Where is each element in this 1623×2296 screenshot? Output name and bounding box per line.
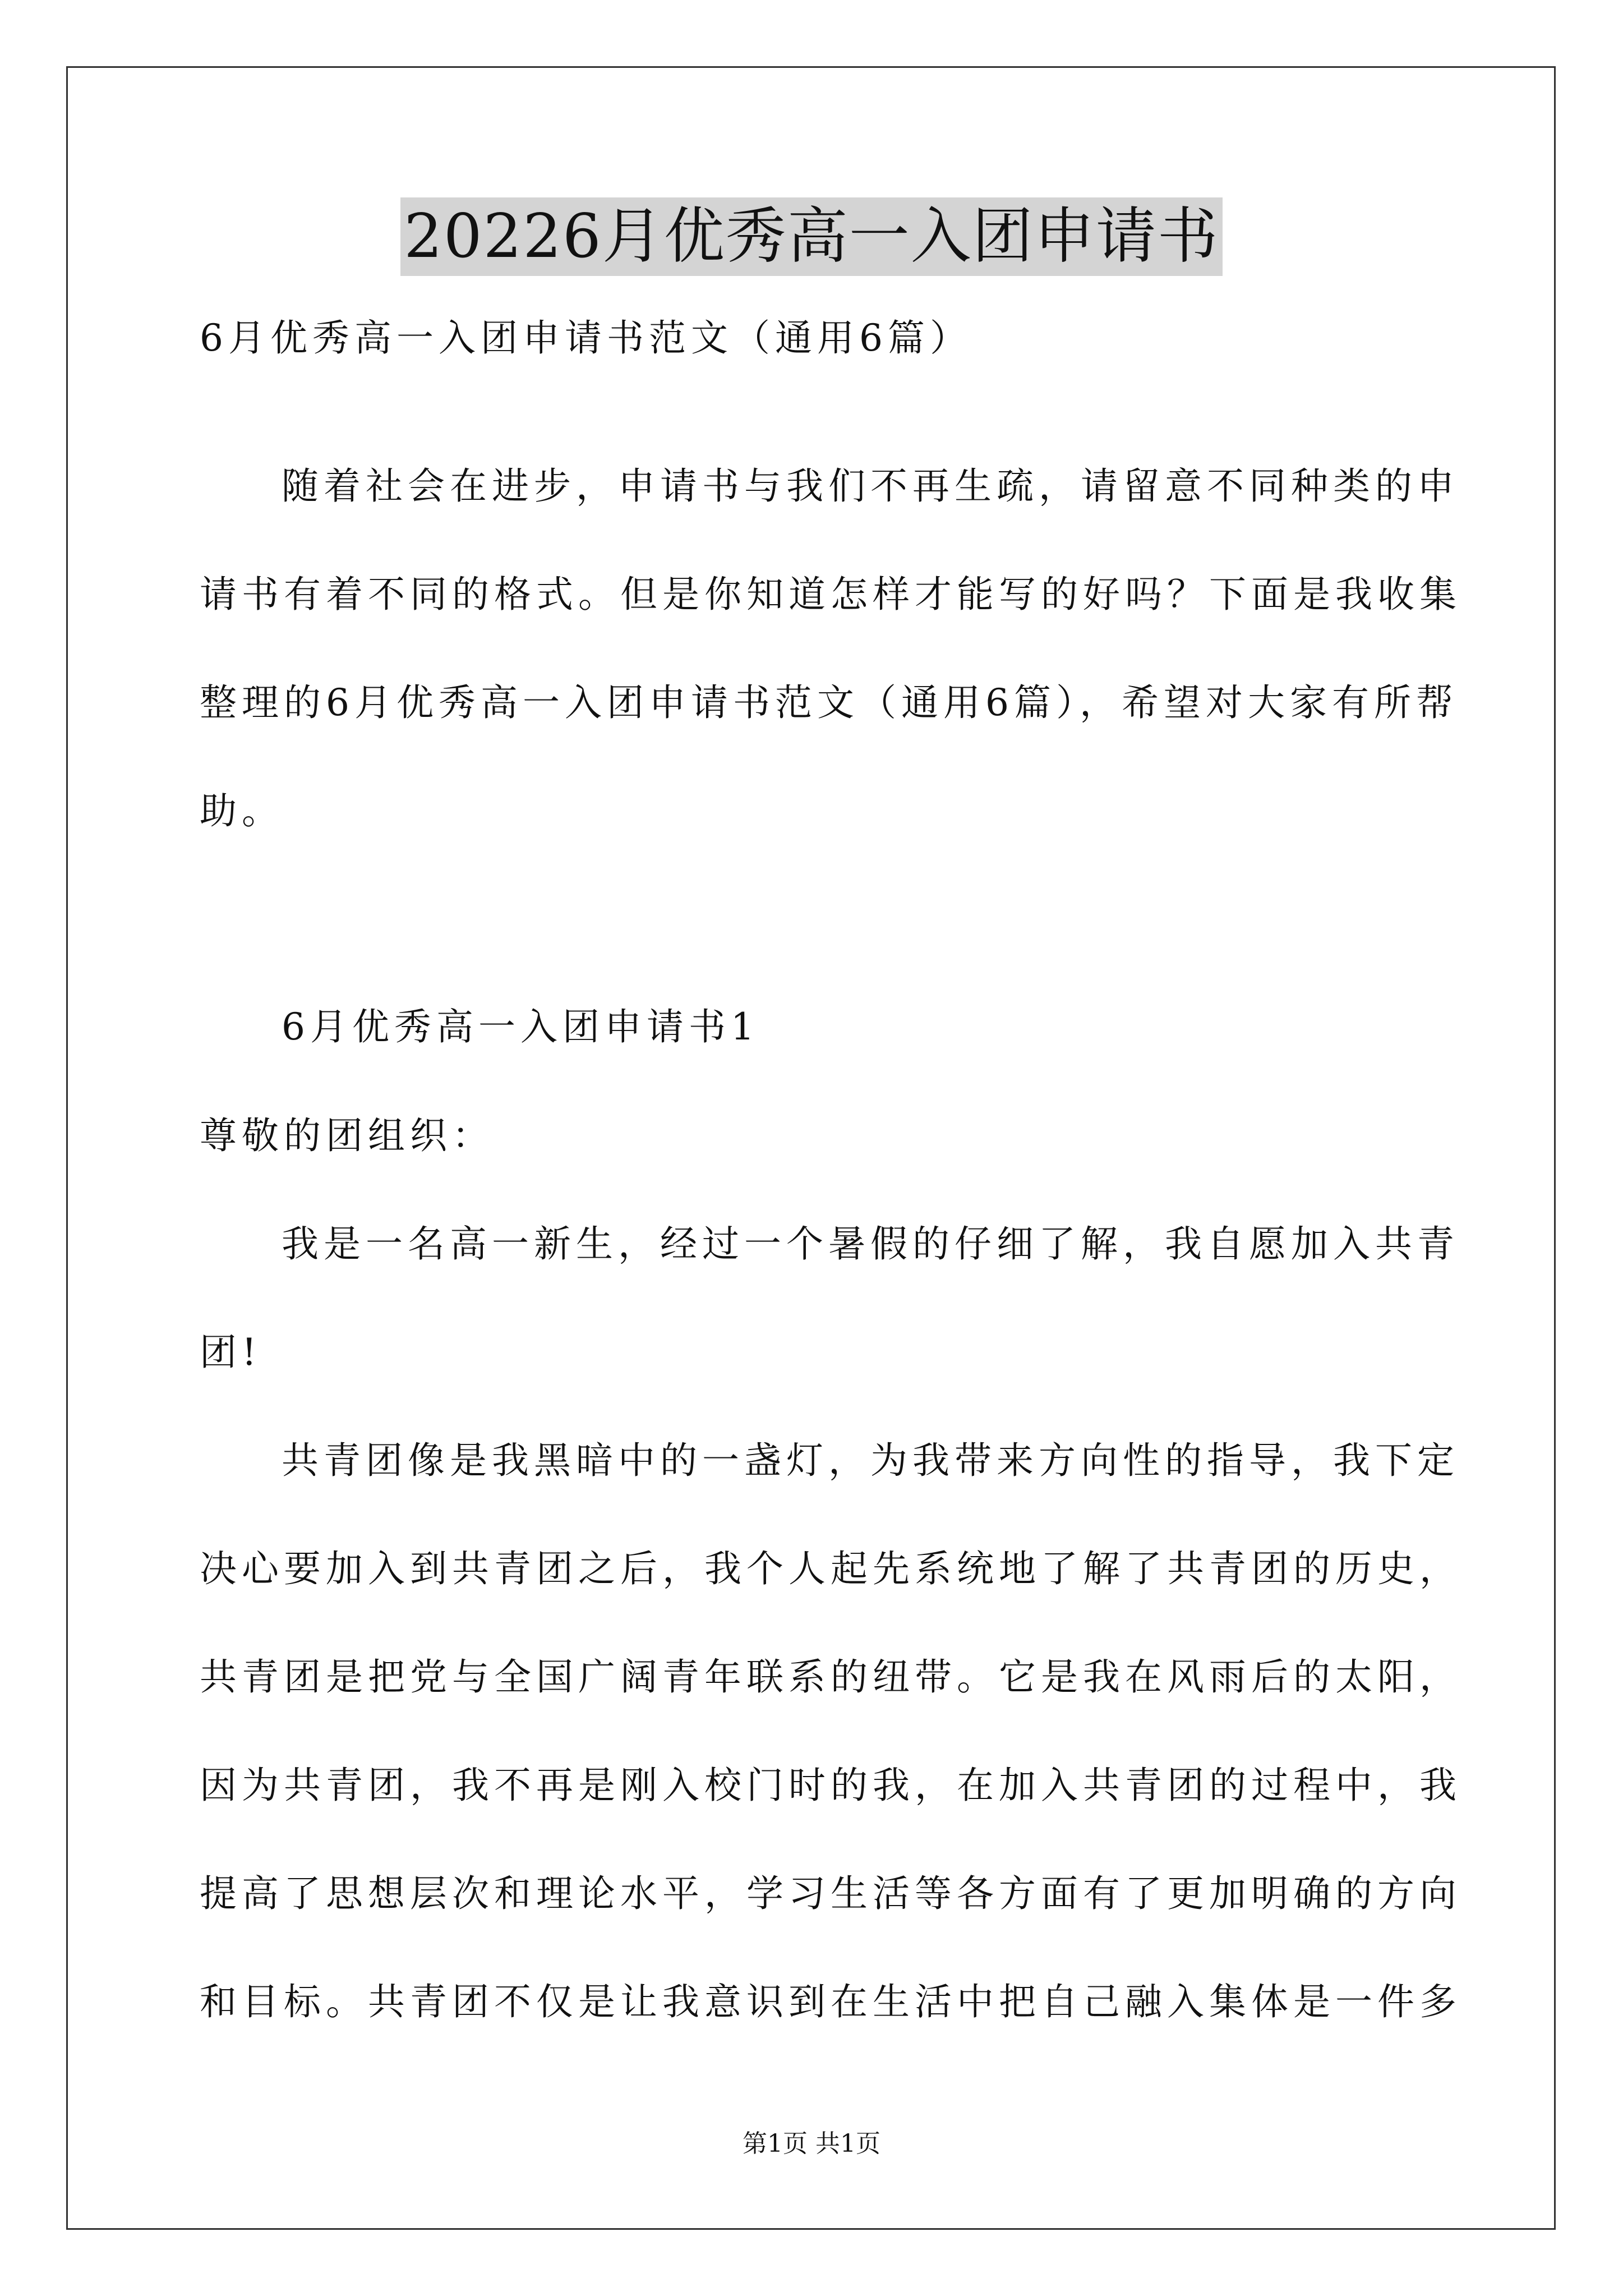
paragraph-line: 因为共青团，我不再是刚入校门时的我，在加入共青团的过程中，我 [200,1764,1461,1807]
intro-line: 随着社会在进步，申请书与我们不再生疏，请留意不同种类的申 [282,464,1459,508]
paragraph-line: 团! [200,1331,262,1374]
title-container [0,197,1623,276]
intro-line: 助。 [200,789,284,832]
salutation: 尊敬的团组织： [200,1114,494,1157]
intro-line: 整理的6月优秀高一入团申请书范文（通用6篇），希望对大家有所帮 [200,681,1458,724]
paragraph-line: 共青团像是我黑暗中的一盏灯，为我带来方向性的指导，我下定 [282,1439,1459,1482]
page-footer: 第1页 共1页 [743,2129,880,2158]
paragraph-line: 提高了思想层次和理论水平，学习生活等各方面有了更加明确的方向 [200,1872,1461,1915]
document-subtitle: 6月优秀高一入团申请书范文（通用6篇） [200,316,972,360]
paragraph-line: 共青团是把党与全国广阔青年联系的纽带。它是我在风雨后的太阳， [200,1655,1461,1699]
paragraph-line: 和目标。共青团不仅是让我意识到在生活中把自己融入集体是一件多 [200,1980,1461,2023]
document-title: 20226月优秀高一入团申请书 [400,197,1223,276]
section-heading: 6月优秀高一入团申请书1 [282,1005,759,1048]
paragraph-line: 决心要加入到共青团之后，我个人起先系统地了解了共青团的历史， [200,1547,1461,1590]
intro-line: 请书有着不同的格式。但是你知道怎样才能写的好吗？下面是我收集 [200,573,1461,616]
paragraph-line: 我是一名高一新生，经过一个暑假的仔细了解，我自愿加入共青 [282,1222,1459,1266]
